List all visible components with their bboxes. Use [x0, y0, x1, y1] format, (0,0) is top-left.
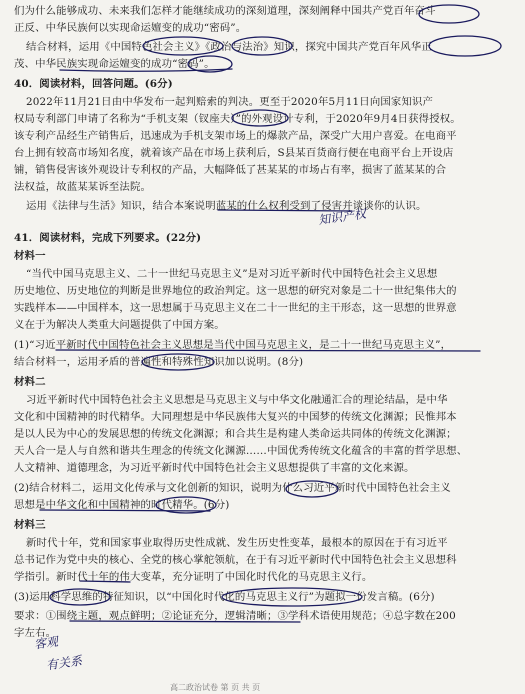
pen-circle-mark: [143, 37, 223, 55]
text-line: 总书记作为党中央的核心、全党的核心掌舵领航，在于有习近平新时代中国特色社会主义思想科: [14, 554, 457, 566]
text-line: 运用《法律与生活》知识，结合本案说明蓝某的什么权利受到了侵害并谈谈你的认识。: [26, 200, 427, 212]
text-line: 习近平新时代中国特色社会主义思想是马克思主义与中华文化融通汇合的理论结晶，是中华: [26, 394, 448, 406]
text-line: 2022年11月21日由中华发布一起判赔索的判决。更至于2020年5月11日向国家知识产: [26, 96, 434, 108]
pen-circle-mark: [50, 589, 110, 605]
text-line: “当代中国马克思主义、二十一世纪马克思主义”是对习近平新时代中国特色社会主义思想: [26, 268, 438, 280]
pen-circle-mark: [232, 110, 288, 126]
pen-underline: [60, 69, 232, 71]
text-line: 正反、中华民族何以实现命运嬗变的成功“密码”。: [14, 22, 247, 34]
pen-underline: [80, 581, 130, 582]
handwritten-note: 客观: [33, 634, 59, 652]
text-line: (2)结合材料二，运用文化传承与文化创新的知识，说明为什么习近平新时代中国特色社会主义: [14, 482, 451, 494]
text-line: 们为什么能够成功、未来我们怎样才能继续成功的深刻道理，深刻阐释中国共产党百年奋斗: [14, 5, 436, 17]
text-line: 台上拥有较高市场知名度，就着该产品在市场上获利后，S县某百货商行便在电商平台上开设店: [14, 147, 454, 159]
pen-underline: [70, 621, 300, 622]
material-3-label: 材料三: [14, 519, 46, 531]
text-line: 学指引。新时代十年的伟大变革，充分证明了中国化时代化的马克思主义行。: [14, 571, 373, 583]
text-line: 该专利产品经生产销售后，迅速成为手机支架市场上的爆款产品，深受广大用户喜爱。在电商平: [14, 130, 457, 142]
text-line: 天人合一是人与自然和谐共生理念的传统文化渊源……中国优秀传统文化蕴含的丰富的哲学思想、: [14, 445, 468, 457]
pen-circle-mark: [419, 5, 479, 23]
text-line: (1)“习近平新时代中国特色社会主义思想是当代中国马克思主义，是二十一世纪马克思主义”，: [14, 339, 452, 351]
material-2-label: 材料二: [14, 376, 46, 388]
text-line: 人文精神、道德理念，为习近平新时代中国特色社会主义思想提供了丰富的文化来源。: [14, 462, 415, 474]
text-line: 结合材料，运用《中国特色社会主义》《政治与法治》知识，探究中国共产党百年风华正: [26, 41, 432, 53]
handwritten-note: 有关系: [45, 653, 83, 673]
text-line: (3)运用科学思维的特征知识，以“中国化时代化的马克思主义行”为题拟一份发言稿。(6分): [14, 591, 435, 603]
handwritten-note: 知识产权: [317, 206, 367, 228]
pen-underline: [56, 350, 480, 351]
page-footer: 高二政治试卷 第 页 共 页: [170, 683, 261, 692]
text-line: 茂、中华民族实现命运嬗变的成功“密码”。: [14, 58, 215, 70]
text-line: 权局专利部门申请了名称为“手机支架（钗座夫）”的外观设计专利，于2020年9月4日获得授权。: [14, 113, 461, 125]
text-line: 思想是中华文化和中国精神的时代精华。(6分): [14, 499, 230, 511]
text-line: 历史地位、历史地位的判断是世界地位的政治判定。这一思想的研究对象是二十一世纪集伟大的: [14, 285, 457, 297]
text-line: 义在于为解决人类重大问题提供了中国方案。: [14, 319, 225, 331]
pen-underline: [218, 210, 352, 211]
text-line: 新时代十年，党和国家事业取得历史性成就、发生历史性变革，最根本的原因在于有习近平: [26, 537, 448, 549]
pen-circle-mark: [429, 36, 501, 56]
text-line: 结合材料一，运用矛盾的普遍性和特殊性知识加以说明。(8分): [14, 356, 304, 368]
text-line: 法权益，故蓝某某诉至法院。: [14, 181, 152, 193]
material-1-label: 材料一: [14, 250, 46, 262]
text-line: 要求：①围绕主题，观点鲜明；②论证充分，逻辑清晰；③学科术语使用规范；④总字数在200: [14, 610, 456, 622]
text-line: 铺，销售侵害该外观设计专利权的产品，大幅降低了甚某某的市场占有率，损害了蓝某某的合: [14, 164, 447, 176]
question-41-heading: 41．阅读材料，完成下列要求。(22分): [14, 232, 202, 244]
pen-circle-mark: [142, 354, 214, 370]
text-line: 实践样本——中国样本，这一思想属于马克思主义在二十一世纪的主干形态，这一思想的世界意: [14, 302, 457, 314]
text-line: 字左右。: [14, 627, 57, 639]
text-line: 文化和中国精神的时代精华。大同理想是中华民族伟大复兴的中国梦的传统文化渊源；民惟邦本: [14, 411, 457, 423]
pen-circle-mark: [232, 37, 292, 55]
pen-underline: [40, 510, 210, 511]
pen-circle-mark: [286, 481, 338, 497]
question-40-heading: 40．阅读材料，回答问题。(6分): [14, 78, 173, 90]
text-line: 是以人民为中心的发展思想的传统文化渊源；和合共生是构建人类命运共同体的传统文化渊源；: [14, 428, 457, 440]
pen-circle-mark: [222, 588, 362, 606]
